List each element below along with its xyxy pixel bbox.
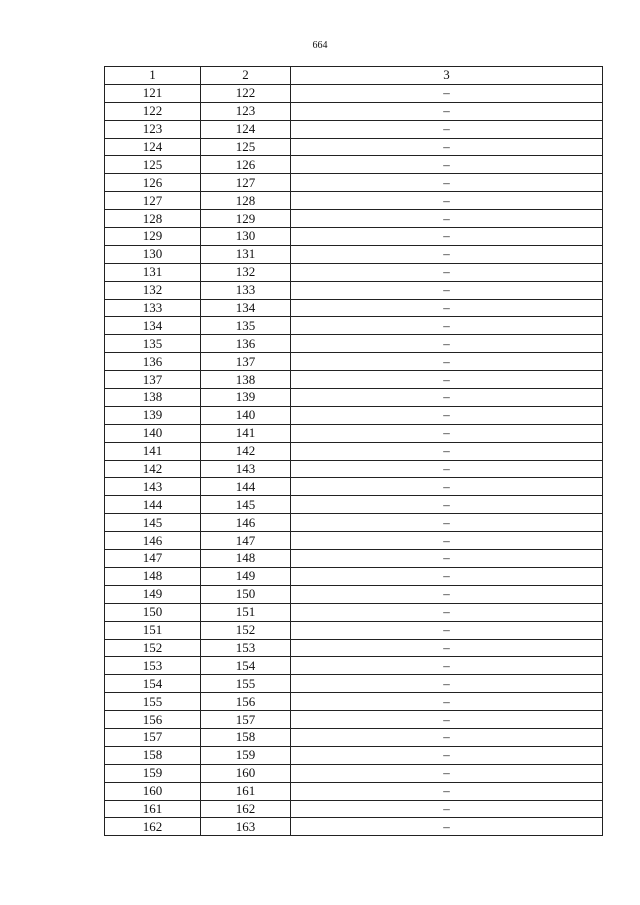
table-cell-col1: 127 [105, 192, 201, 210]
table-cell-col3: – [291, 210, 603, 228]
table-cell-col1: 126 [105, 174, 201, 192]
table-cell-col1: 151 [105, 621, 201, 639]
table-cell-col1: 123 [105, 120, 201, 138]
table-cell-col1: 153 [105, 657, 201, 675]
table-cell-col3: – [291, 550, 603, 568]
table-cell-col1: 132 [105, 281, 201, 299]
table-cell-col1: 124 [105, 138, 201, 156]
table-cell-col1: 160 [105, 782, 201, 800]
table-cell-col3: – [291, 371, 603, 389]
table-row [105, 711, 603, 729]
table-cell-col3: – [291, 818, 603, 836]
table-cell-col2: 135 [201, 317, 291, 335]
table-cell-col3: – [291, 102, 603, 120]
table-cell-col2: 125 [201, 138, 291, 156]
table-cell-col2: 157 [201, 711, 291, 729]
column-header-3: 3 [291, 67, 603, 85]
table-cell-col2: 141 [201, 424, 291, 442]
table-cell-col2: 152 [201, 621, 291, 639]
table-cell-col2: 126 [201, 156, 291, 174]
table-row [105, 102, 603, 120]
table-cell-col3: – [291, 728, 603, 746]
table-row [105, 281, 603, 299]
table-cell-col1: 121 [105, 84, 201, 102]
table-cell-col1: 150 [105, 603, 201, 621]
table-cell-col2: 130 [201, 228, 291, 246]
table-row [105, 728, 603, 746]
table-cell-col2: 156 [201, 693, 291, 711]
table-cell-col2: 161 [201, 782, 291, 800]
table-row [105, 460, 603, 478]
table-row [105, 639, 603, 657]
table-cell-col1: 131 [105, 263, 201, 281]
table-cell-col3: – [291, 693, 603, 711]
table-row [105, 693, 603, 711]
table-cell-col1: 134 [105, 317, 201, 335]
table-cell-col2: 127 [201, 174, 291, 192]
table-header-row [105, 67, 603, 85]
table-cell-col2: 133 [201, 281, 291, 299]
table-cell-col2: 136 [201, 335, 291, 353]
table-row [105, 317, 603, 335]
table-cell-col3: – [291, 156, 603, 174]
table-cell-col1: 148 [105, 567, 201, 585]
table-row [105, 120, 603, 138]
table-cell-col2: 149 [201, 567, 291, 585]
table-cell-col2: 124 [201, 120, 291, 138]
page-number: 664 [312, 40, 328, 51]
table-row [105, 192, 603, 210]
table-cell-col2: 147 [201, 532, 291, 550]
table-cell-col3: – [291, 782, 603, 800]
table-row [105, 514, 603, 532]
table-cell-col1: 156 [105, 711, 201, 729]
table-cell-col1: 145 [105, 514, 201, 532]
table-cell-col3: – [291, 317, 603, 335]
table-row [105, 603, 603, 621]
table-cell-col2: 158 [201, 728, 291, 746]
table-cell-col2: 153 [201, 639, 291, 657]
table-row [105, 675, 603, 693]
table-cell-col3: – [291, 532, 603, 550]
table-row [105, 84, 603, 102]
table-cell-col1: 155 [105, 693, 201, 711]
table-cell-col2: 160 [201, 764, 291, 782]
table-cell-col2: 134 [201, 299, 291, 317]
table-cell-col3: – [291, 478, 603, 496]
table-cell-col2: 146 [201, 514, 291, 532]
table-row [105, 335, 603, 353]
table-row [105, 532, 603, 550]
table-cell-col3: – [291, 174, 603, 192]
table-cell-col3: – [291, 514, 603, 532]
table-cell-col2: 159 [201, 746, 291, 764]
table-cell-col3: – [291, 424, 603, 442]
table-cell-col1: 142 [105, 460, 201, 478]
table-cell-col3: – [291, 675, 603, 693]
table-cell-col1: 159 [105, 764, 201, 782]
table-cell-col2: 123 [201, 102, 291, 120]
table-row [105, 478, 603, 496]
table-row [105, 406, 603, 424]
table-row [105, 228, 603, 246]
table-cell-col1: 130 [105, 245, 201, 263]
table-cell-col2: 132 [201, 263, 291, 281]
table-cell-col3: – [291, 245, 603, 263]
table-row [105, 800, 603, 818]
table-row [105, 764, 603, 782]
table-cell-col3: – [291, 621, 603, 639]
table-cell-col2: 155 [201, 675, 291, 693]
table-cell-col1: 140 [105, 424, 201, 442]
table-cell-col1: 154 [105, 675, 201, 693]
table-cell-col2: 129 [201, 210, 291, 228]
table-cell-col3: – [291, 585, 603, 603]
table-cell-col1: 137 [105, 371, 201, 389]
table-cell-col3: – [291, 281, 603, 299]
table-cell-col1: 125 [105, 156, 201, 174]
table-cell-col2: 151 [201, 603, 291, 621]
table-row [105, 245, 603, 263]
table-row [105, 496, 603, 514]
table-cell-col3: – [291, 299, 603, 317]
table-cell-col1: 141 [105, 442, 201, 460]
table-cell-col2: 122 [201, 84, 291, 102]
table-cell-col3: – [291, 335, 603, 353]
table-row [105, 782, 603, 800]
table-cell-col1: 152 [105, 639, 201, 657]
table-row [105, 138, 603, 156]
table-row [105, 371, 603, 389]
table-cell-col2: 162 [201, 800, 291, 818]
table-row [105, 567, 603, 585]
table-row [105, 174, 603, 192]
table-cell-col3: – [291, 460, 603, 478]
table-cell-col3: – [291, 496, 603, 514]
table-row [105, 353, 603, 371]
table-cell-col2: 143 [201, 460, 291, 478]
table-body [105, 84, 603, 835]
table-cell-col3: – [291, 711, 603, 729]
table-cell-col1: 135 [105, 335, 201, 353]
table-cell-col1: 162 [105, 818, 201, 836]
table-row [105, 210, 603, 228]
table-cell-col3: – [291, 353, 603, 371]
table-cell-col1: 146 [105, 532, 201, 550]
table-cell-col1: 143 [105, 478, 201, 496]
table-row [105, 585, 603, 603]
table-row [105, 389, 603, 407]
table-cell-col3: – [291, 228, 603, 246]
table-cell-col1: 129 [105, 228, 201, 246]
table-cell-col1: 138 [105, 389, 201, 407]
table-cell-col2: 140 [201, 406, 291, 424]
table-cell-col3: – [291, 567, 603, 585]
table-row [105, 818, 603, 836]
table-cell-col3: – [291, 603, 603, 621]
table-cell-col1: 161 [105, 800, 201, 818]
table-row [105, 621, 603, 639]
table-cell-col3: – [291, 764, 603, 782]
table-cell-col1: 136 [105, 353, 201, 371]
table-cell-col2: 142 [201, 442, 291, 460]
table-cell-col3: – [291, 800, 603, 818]
table-cell-col3: – [291, 389, 603, 407]
table-cell-col2: 131 [201, 245, 291, 263]
table-cell-col3: – [291, 263, 603, 281]
table-cell-col2: 128 [201, 192, 291, 210]
table-cell-col2: 144 [201, 478, 291, 496]
table-cell-col3: – [291, 746, 603, 764]
table-cell-col1: 157 [105, 728, 201, 746]
table-cell-col1: 158 [105, 746, 201, 764]
table-cell-col2: 138 [201, 371, 291, 389]
column-header-1: 1 [105, 67, 201, 85]
table-cell-col3: – [291, 639, 603, 657]
table-cell-col1: 144 [105, 496, 201, 514]
table-row [105, 746, 603, 764]
table-cell-col2: 137 [201, 353, 291, 371]
table-cell-col3: – [291, 120, 603, 138]
table-cell-col2: 150 [201, 585, 291, 603]
table-cell-col2: 163 [201, 818, 291, 836]
data-table [104, 66, 603, 836]
table-cell-col2: 154 [201, 657, 291, 675]
table-cell-col3: – [291, 84, 603, 102]
column-header-2: 2 [201, 67, 291, 85]
table-row [105, 263, 603, 281]
table-cell-col1: 139 [105, 406, 201, 424]
table-cell-col2: 148 [201, 550, 291, 568]
table-cell-col3: – [291, 657, 603, 675]
table-row [105, 442, 603, 460]
table-row [105, 299, 603, 317]
table-cell-col3: – [291, 138, 603, 156]
table-cell-col3: – [291, 192, 603, 210]
table-cell-col1: 128 [105, 210, 201, 228]
table-cell-col3: – [291, 406, 603, 424]
table-cell-col1: 122 [105, 102, 201, 120]
table-cell-col3: – [291, 442, 603, 460]
table-cell-col1: 133 [105, 299, 201, 317]
table-cell-col2: 139 [201, 389, 291, 407]
table-row [105, 550, 603, 568]
table-cell-col2: 145 [201, 496, 291, 514]
table-row [105, 156, 603, 174]
table-cell-col1: 149 [105, 585, 201, 603]
table-cell-col1: 147 [105, 550, 201, 568]
table-row [105, 424, 603, 442]
table-row [105, 657, 603, 675]
